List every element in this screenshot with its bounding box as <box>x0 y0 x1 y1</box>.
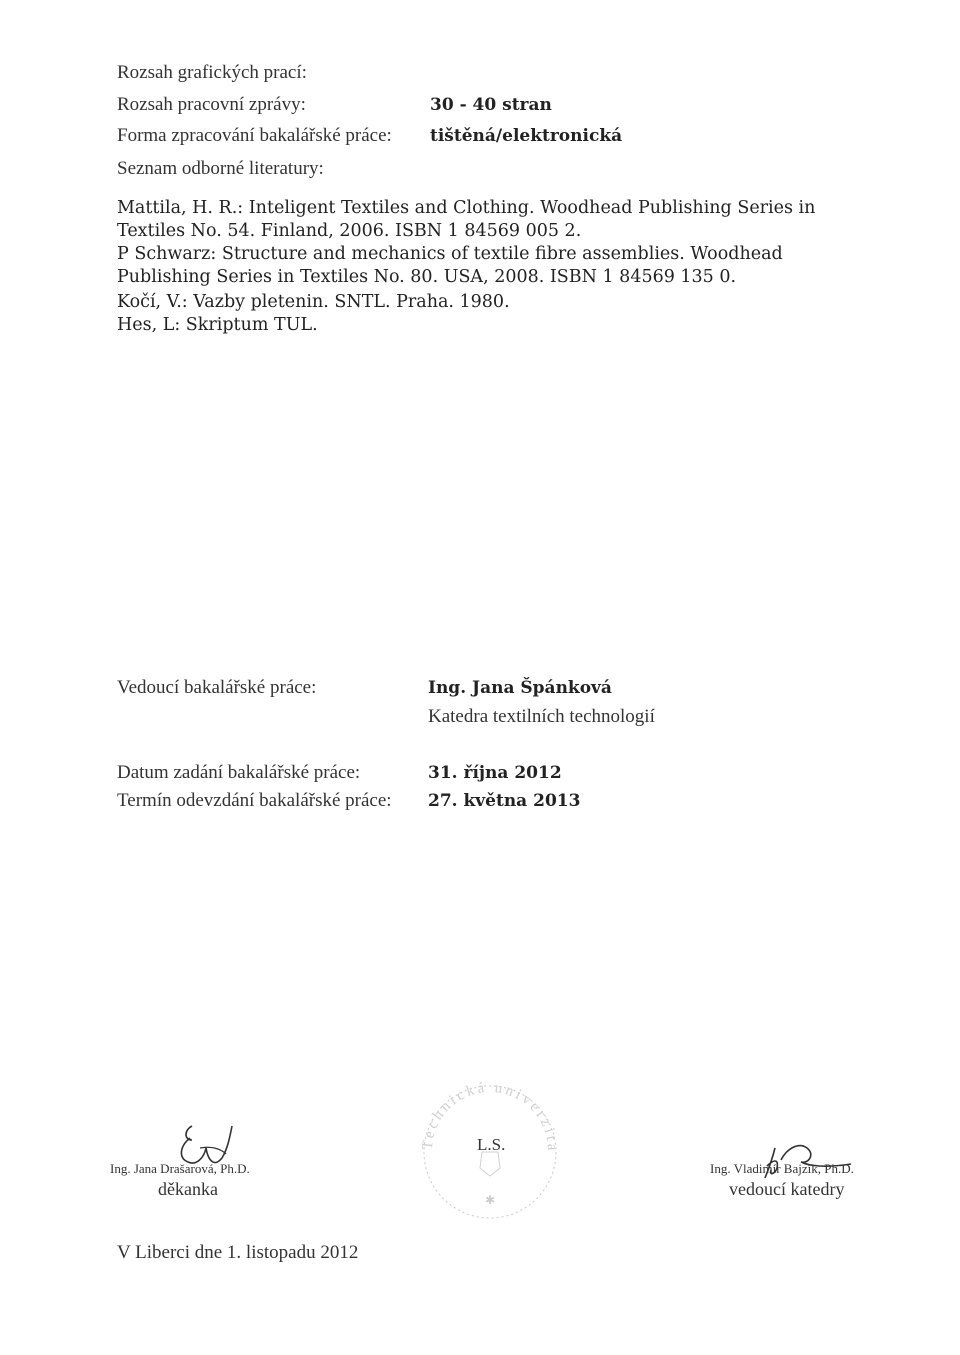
deadline-value: 27. května 2013 <box>428 791 581 811</box>
dean-role: děkanka <box>158 1179 218 1199</box>
head-role: vedoucí katedry <box>729 1179 845 1199</box>
place-date: V Liberci dne 1. listopadu 2012 <box>117 1242 359 1263</box>
supervisor-label: Vedoucí bakalářské práce: <box>117 677 317 698</box>
report-scope-label: Rozsah pracovní zprávy: <box>117 94 306 115</box>
head-name: Ing. Vladimír Bajzík, Ph.D. <box>710 1161 854 1176</box>
literature-line: Mattila, H. R.: Inteligent Textiles and Clothing. Woodhead Publishing Series in <box>117 198 816 218</box>
deadline-label: Termín odevzdání bakalářské práce: <box>117 790 392 811</box>
assigned-value: 31. října 2012 <box>428 763 562 783</box>
stamp-text: Technická univerzita v Liberci <box>403 1060 561 1154</box>
supervisor-name: Ing. Jana Špánková <box>428 678 612 698</box>
literature-line: Publishing Series in Textiles No. 80. USA, 2008. ISBN 1 84569 135 0. <box>117 267 737 287</box>
assigned-label: Datum zadání bakalářské práce: <box>117 762 361 783</box>
literature-label: Seznam odborné literatury: <box>117 158 324 179</box>
dean-name: Ing. Jana Drašarová, Ph.D. <box>110 1161 250 1176</box>
supervisor-department: Katedra textilních technologií <box>428 706 655 727</box>
literature-line: Kočí, V.: Vazby pletenin. SNTL. Praha. 1980. <box>117 292 510 312</box>
literature-line: Textiles No. 54. Finland, 2006. ISBN 1 84569 005 2. <box>117 221 582 241</box>
form-label: Forma zpracování bakalářské práce: <box>117 125 392 146</box>
svg-text:✱: ✱ <box>484 1193 496 1207</box>
form-value: tištěná/elektronická <box>430 126 623 146</box>
graphics-scope-label: Rozsah grafických prací: <box>117 62 307 83</box>
literature-line: P Schwarz: Structure and mechanics of textile fibre assemblies. Woodhead <box>117 244 783 264</box>
literature-line: Hes, L: Skriptum TUL. <box>117 315 318 335</box>
report-scope-value: 30 - 40 stran <box>430 95 552 115</box>
stamp-label: L.S. <box>477 1135 506 1154</box>
